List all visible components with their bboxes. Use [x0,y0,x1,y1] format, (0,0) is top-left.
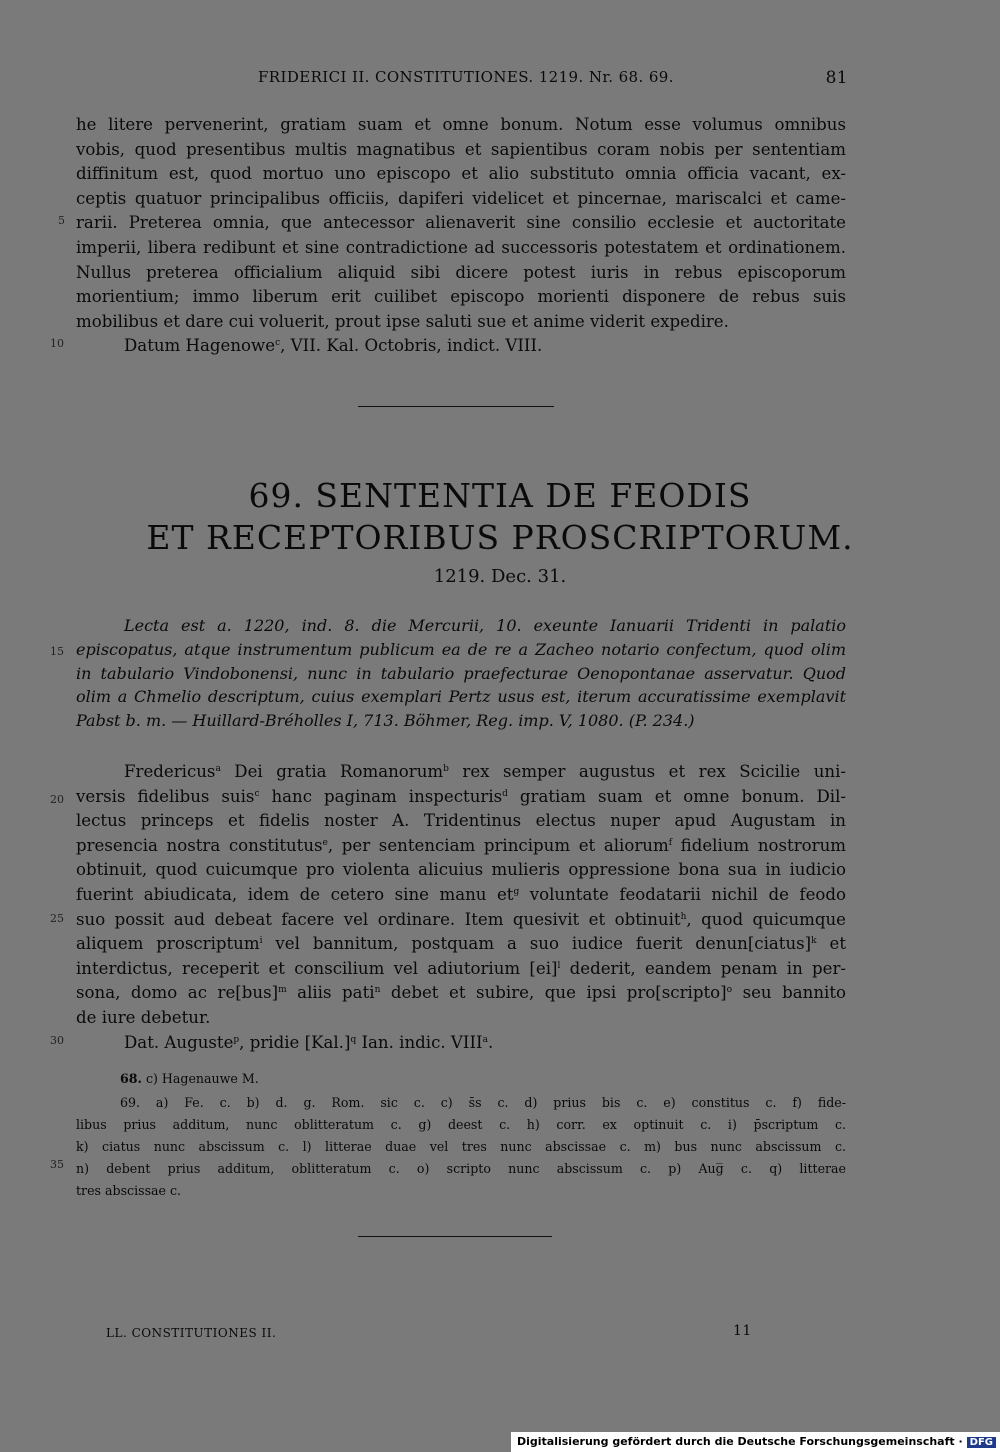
doc69-body [76,760,846,1055]
text-line: Nullus preterea officialium aliquid sibi dicere potest iuris in rebus episcoporum [76,262,846,282]
text-line: suo possit aud debeat facere vel ordinare. Item quesivit et obtinuit$^h$, quod quicumque [76,909,846,929]
text-line: morientium; immo liberum erit cuilibet episcopo morienti disponere de rebus suis [76,287,846,307]
footnote-line: tres abscissae c. [76,1183,182,1198]
text-line: aliquem proscriptum$^i$ vel bannitum, postquam a suo iudice fuerit denun[ciatus]$^k$ et [76,934,847,954]
page-number: 81 [825,68,848,88]
footnote-line: libus prius additum, nunc oblitteratum c. g) deest c. h) corr. ex optinuit c. i) p̄scriptum c. [76,1117,846,1132]
footer-signature-number: 11 [733,1323,752,1339]
text-line: he litere pervenerint, gratiam suam et omne bonum. Notum esse volumus omnibus [76,115,846,134]
running-title: FRIDERICI II. CONSTITUTIONES. 1219. Nr. 68. 69. [258,68,674,86]
text-line: sona, domo ac re[bus]$^m$ aliis pati$^n$ debet et subire, que ipsi pro[scripto]$^o$ seu bannito [76,983,847,1003]
text-line: imperii, libera redibunt et sine contradictione ad successoris potestatem et ordinationem. [76,237,846,257]
section-divider [358,1236,552,1237]
text-line: de iure debetur. [76,1007,211,1027]
line-number: 35 [50,1158,64,1171]
text-line: vobis, quod presentibus multis magnatibus et sapientibus coram nobis per sententiam [76,139,846,159]
doc68-body [76,113,846,359]
line-number: 10 [50,337,64,350]
intro-line: in tabulario Vindobonensi, nunc in tabulario praefecturae Oenopontanae asservatur. Quod [76,663,846,683]
text-line: interdictus, receperit et conscilium vel adiutorium [ei]$^l$ dederit, eandem penam in per- [76,958,846,978]
intro-line: olim a Chmelio descriptum, cuius exemplari Pertz usus est, iterum accuratissime exemplavit [76,687,846,707]
text-line: versis fidelibus suis$^c$ hanc paginam inspecturis$^d$ gratiam suam et omne bonum. Dil- [76,786,846,806]
text-line: mobilibus et dare cui voluerit, prout ipse saluti sue et anime viderit expedire. [76,311,729,331]
dfg-funding-text: Digitalisierung gefördert durch die Deutsche Forschungsgemeinschaft · [516,1435,963,1448]
footnote-line: n) debent prius additum, oblitteratum c. o) scripto nunc abscissum c. p) Aug̅ c. q) litterae [76,1161,846,1176]
footnotes-69 [76,1092,846,1202]
intro-line: Pabst b. m. — Huillard-Bréholles I, 713. Böhmer, Reg. imp. V, 1080. (P. 234.) [76,711,695,731]
text-line: ceptis quatuor principalibus officiis, dapiferi videlicet et pincernae, mariscalci et came- [76,188,846,208]
footnote-line: 69. a) Fe. c. b) d. g. Rom. sic c. c) s̄s c. d) prius bis c. e) constitus c. f) fide- [120,1095,846,1110]
doc69-title-line-2: ET RECEPTORIBUS PROSCRIPTORUM. [146,518,854,557]
datum-line: Datum Hagenowe$^c$, VII. Kal. Octobris, indict. VIII. [124,336,543,356]
intro-line: Lecta est a. 1220, ind. 8. die Mercurii, 10. exeunte Ianuarii Tridenti in palatio [124,616,846,635]
text-line: fuerint abiudicata, idem de cetero sine manu $et^g$ voluntate feodatarii nichil de feodo [76,884,846,904]
text-line: Fredericus$^a$ Dei gratia Romanorum$^b$ rex semper augustus et rex Scicilie uni- [124,762,846,781]
footnote-label: 68. [120,1071,142,1086]
line-number: 25 [50,912,64,925]
text-line: presencia nostra constitutus$^e$, per sentenciam principum et aliorum$^f$ fidelium nostrorum [76,835,846,855]
line-number: 5 [58,214,65,227]
section-divider [358,406,554,407]
footer-series-label: LL. CONSTITUTIONES II. [106,1326,277,1340]
text-line: lectus princeps et fidelis noster A. Tridentinus electus nuper apud Augustam in [76,811,846,831]
datum-line: Dat. Auguste$^p$, pridie $[Kal.]^q$ Ian. indic. VIII$^a$. [124,1032,494,1052]
line-number: 30 [50,1034,64,1047]
line-number: 15 [50,645,64,658]
dfg-funding-banner [511,1432,1000,1452]
text-line: rarii. Preterea omnia, que antecessor alienaverit sine consilio ecclesie et auctoritate [76,213,846,233]
text-line: diffinitum est, quod mortuo uno episcopo et alio substituto omnia officia vacant, ex- [76,164,846,184]
doc69-title-line-1: 69. SENTENTIA DE FEODIS [248,476,752,515]
doc69-introduction [76,614,846,733]
doc69-date: 1219. Dec. 31. [433,566,567,587]
running-header [0,68,1000,94]
dfg-logo: DFG [967,1437,996,1448]
footnote-line: k) ciatus nunc abscissum c. l) litterae duae vel tres nunc abscissae c. m) bus nunc abscissum c. [76,1139,846,1154]
line-number: 20 [50,793,64,806]
intro-line: episcopatus, atque instrumentum publicum ea de re a Zacheo notario confectum, quod olim [76,639,846,659]
text-line: obtinuit, quod cuicumque pro violenta alicuius mulieris oppressione bona sua in iudicio [76,860,846,880]
footnote-68: 68. c) Hagenauwe M. [120,1071,259,1086]
